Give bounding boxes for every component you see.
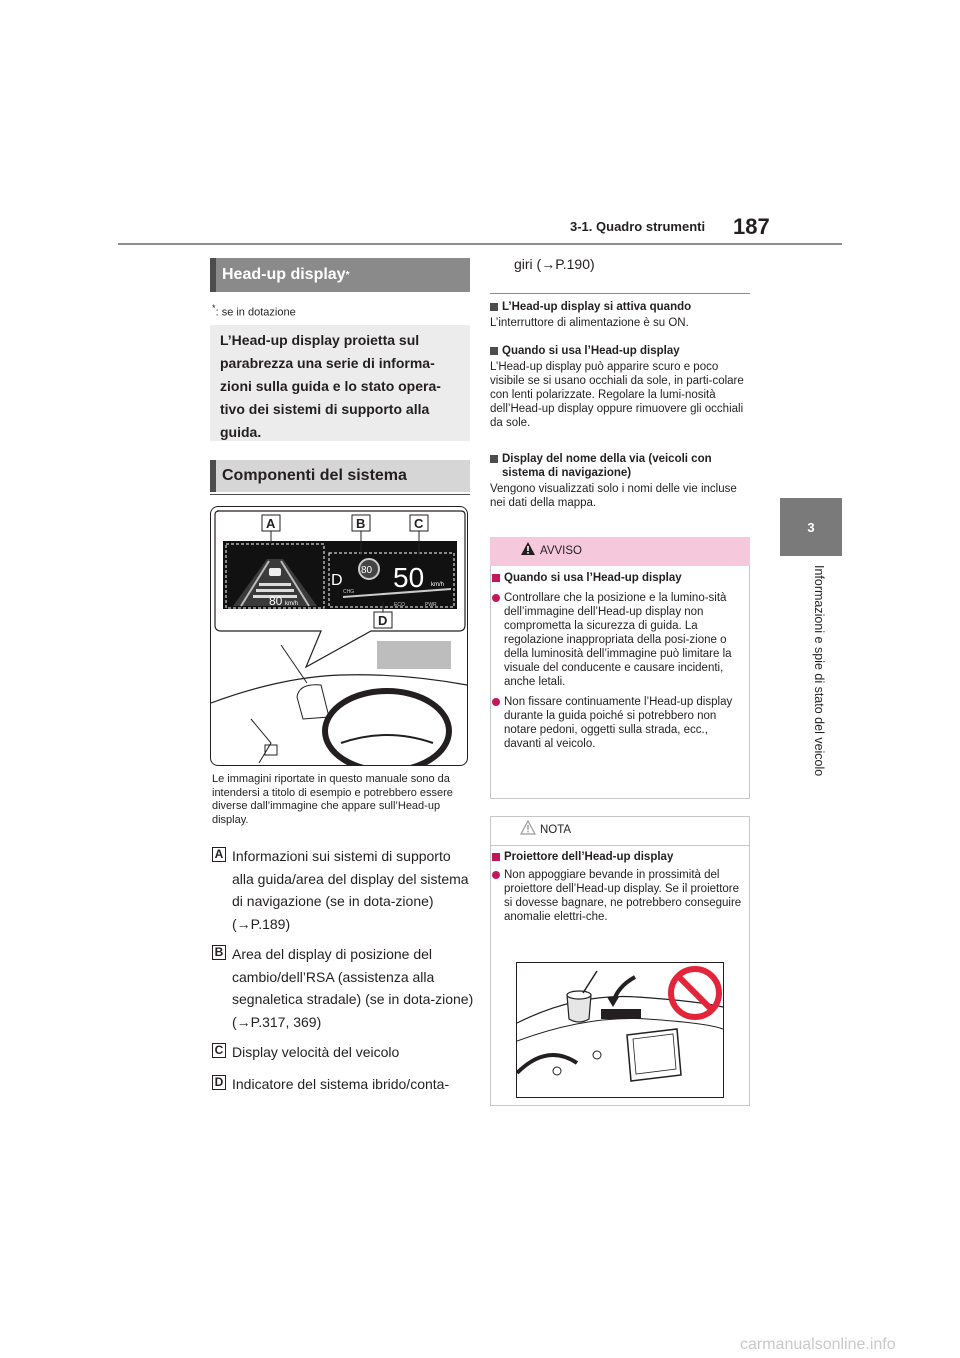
set-speed: 80 <box>269 594 283 608</box>
cup-lid <box>567 991 591 999</box>
chapter-tab-label: Informazioni e spie di stato del veicolo <box>812 565 826 777</box>
item-text: Display velocità del veicolo <box>232 1044 400 1060</box>
section-heading-components <box>210 460 470 492</box>
component-item-a <box>212 845 474 935</box>
item-text: Indicatore del sistema ibrido/conta- <box>232 1076 450 1092</box>
note-title: NOTA <box>540 824 572 836</box>
section-heading-head-up-display <box>210 258 470 292</box>
component-item-b <box>212 943 474 1033</box>
hud-illustration <box>210 506 468 766</box>
figure-caption: Le immagini riportate in questo manuale sono da intendersi a titolo di esempio e potrebbero essere diverse dall’immagine che appare sull’Head-up display. <box>212 773 453 826</box>
item-text: Area del display di posizione del cambio/dell’RSA (assistenza alla segnaletica stradale) (se in dota-zione) (→P.317, 369) <box>232 946 474 1030</box>
info-block-street-names <box>490 452 752 510</box>
chapter-tab-number: 3 <box>780 498 842 556</box>
heading-text: Head-up display <box>222 266 346 283</box>
projection-area <box>377 641 451 669</box>
header-rule <box>118 243 842 245</box>
note-content <box>492 850 742 924</box>
item-tag: A <box>212 847 226 862</box>
hud-projector <box>601 1009 641 1019</box>
warning-point: Non fissare continuamente l’Head-up display durante la guida poiché si potrebbero non notare pedoni, oggetti sulla strada, ecc., davanti al veicolo. <box>492 695 742 751</box>
note-header-rule <box>490 845 750 846</box>
warning-subhead: Quando si usa l’Head-up display <box>492 571 742 585</box>
console-line <box>251 719 271 763</box>
continuation-text: giri (→P.190) <box>514 256 595 272</box>
callout-a-label: A <box>266 516 276 531</box>
info-block-usage <box>490 344 752 430</box>
item-text: Informazioni sui sistemi di supporto alla guida/area del display del sistema di navigazione (se in dota-zione) (→P.189) <box>232 848 469 932</box>
gear-position: D <box>331 572 343 589</box>
footnote: *: se in dotazione <box>212 303 296 319</box>
callout-b-label: B <box>356 516 366 531</box>
dashboard-edge <box>517 1018 723 1041</box>
info-body: Vengono visualizzati solo i nomi delle vie incluse nei dati della mappa. <box>490 483 737 509</box>
heading-accent-bar <box>210 460 216 492</box>
vehicle-speed-unit: km/h <box>431 582 445 588</box>
info-title: Quando si usa l’Head-up display <box>490 344 752 358</box>
warning-content <box>492 571 742 751</box>
info-title: L’Head-up display si attiva quando <box>490 300 752 314</box>
item-tag: D <box>212 1075 226 1090</box>
component-item-d <box>212 1073 474 1096</box>
control-knob <box>553 1067 561 1075</box>
item-tag: B <box>212 945 226 960</box>
cup-straw <box>583 971 597 993</box>
vehicle-speed: 50 <box>393 562 425 593</box>
item-tag: C <box>212 1043 226 1058</box>
callout-c-label: C <box>414 516 424 531</box>
drink-warning-illustration <box>516 962 724 1098</box>
hud-illustration-svg <box>211 507 467 765</box>
eco-label: ECO <box>394 602 405 608</box>
heading-asterisk: * <box>345 269 350 281</box>
heading-underline <box>210 494 470 495</box>
warning-title: AVVISO <box>540 545 582 557</box>
arrow-head <box>607 997 619 1007</box>
heading-text: Componenti del sistema <box>222 467 407 484</box>
section-title: 3-1. Quadro strumenti <box>570 219 706 234</box>
speed-limit-value: 80 <box>361 565 373 576</box>
column-rule <box>490 293 750 294</box>
distance-bar <box>259 583 291 586</box>
vent-outline <box>297 685 329 719</box>
control-knob <box>593 1051 601 1059</box>
distance-bar <box>256 589 294 592</box>
caution-triangle-icon <box>520 820 536 835</box>
car-icon <box>269 568 281 576</box>
callout-d-label: D <box>378 613 388 628</box>
info-body: L’interruttore di alimentazione è su ON. <box>490 317 689 329</box>
steering-wheel-inner <box>331 696 443 765</box>
component-item-c <box>212 1041 474 1064</box>
set-speed-unit: km/h <box>285 601 299 607</box>
info-block-activation <box>490 300 752 330</box>
pwr-label: PWR <box>425 602 437 608</box>
chg-label: CHG <box>343 589 355 595</box>
drink-warning-svg <box>517 963 723 1097</box>
steering-spoke <box>341 735 433 743</box>
page-number: 187 <box>733 214 770 239</box>
a-pillar-line <box>281 645 307 683</box>
prohibition-slash <box>678 976 712 1010</box>
watermark: carmanualsonline.info <box>740 1336 896 1353</box>
steering-wheel <box>517 1055 577 1073</box>
note-point: Non appoggiare bevande in prossimità del proiettore dell’Head-up display. Se il proiettore si dovesse bagnare, ne potrebbero conseguire anomalie elettri-che. <box>492 868 742 924</box>
info-title: Display del nome della via (veicoli con sistema di navigazione) <box>490 452 752 480</box>
intro-box: L’Head-up display proietta sul parabrezza una serie di informa-zioni sulla guida e lo stato opera-tivo dei sistemi di supporto alla guida. <box>210 325 470 441</box>
info-body: L’Head-up display può apparire scuro e poco visibile se si usano occhiali da sole, in parti-colare con lenti polarizzate. Regolare la lumi-nosità dell’Head-up display oppure rimuovere gli occhiali da sole. <box>490 361 744 429</box>
warning-triangle-icon <box>520 541 536 556</box>
warning-point: Controllare che la posizione e la lumino-sità dell’immagine dell’Head-up display non comprometta la sicurezza di guida. La regolazione inappropriata della posi-zione o della luminosità dell’immagine può limitare la visuale del conducente e causare incidenti, anche letali. <box>492 591 742 689</box>
heading-accent-bar <box>210 258 216 292</box>
note-subhead: Proiettore dell’Head-up display <box>492 850 742 864</box>
